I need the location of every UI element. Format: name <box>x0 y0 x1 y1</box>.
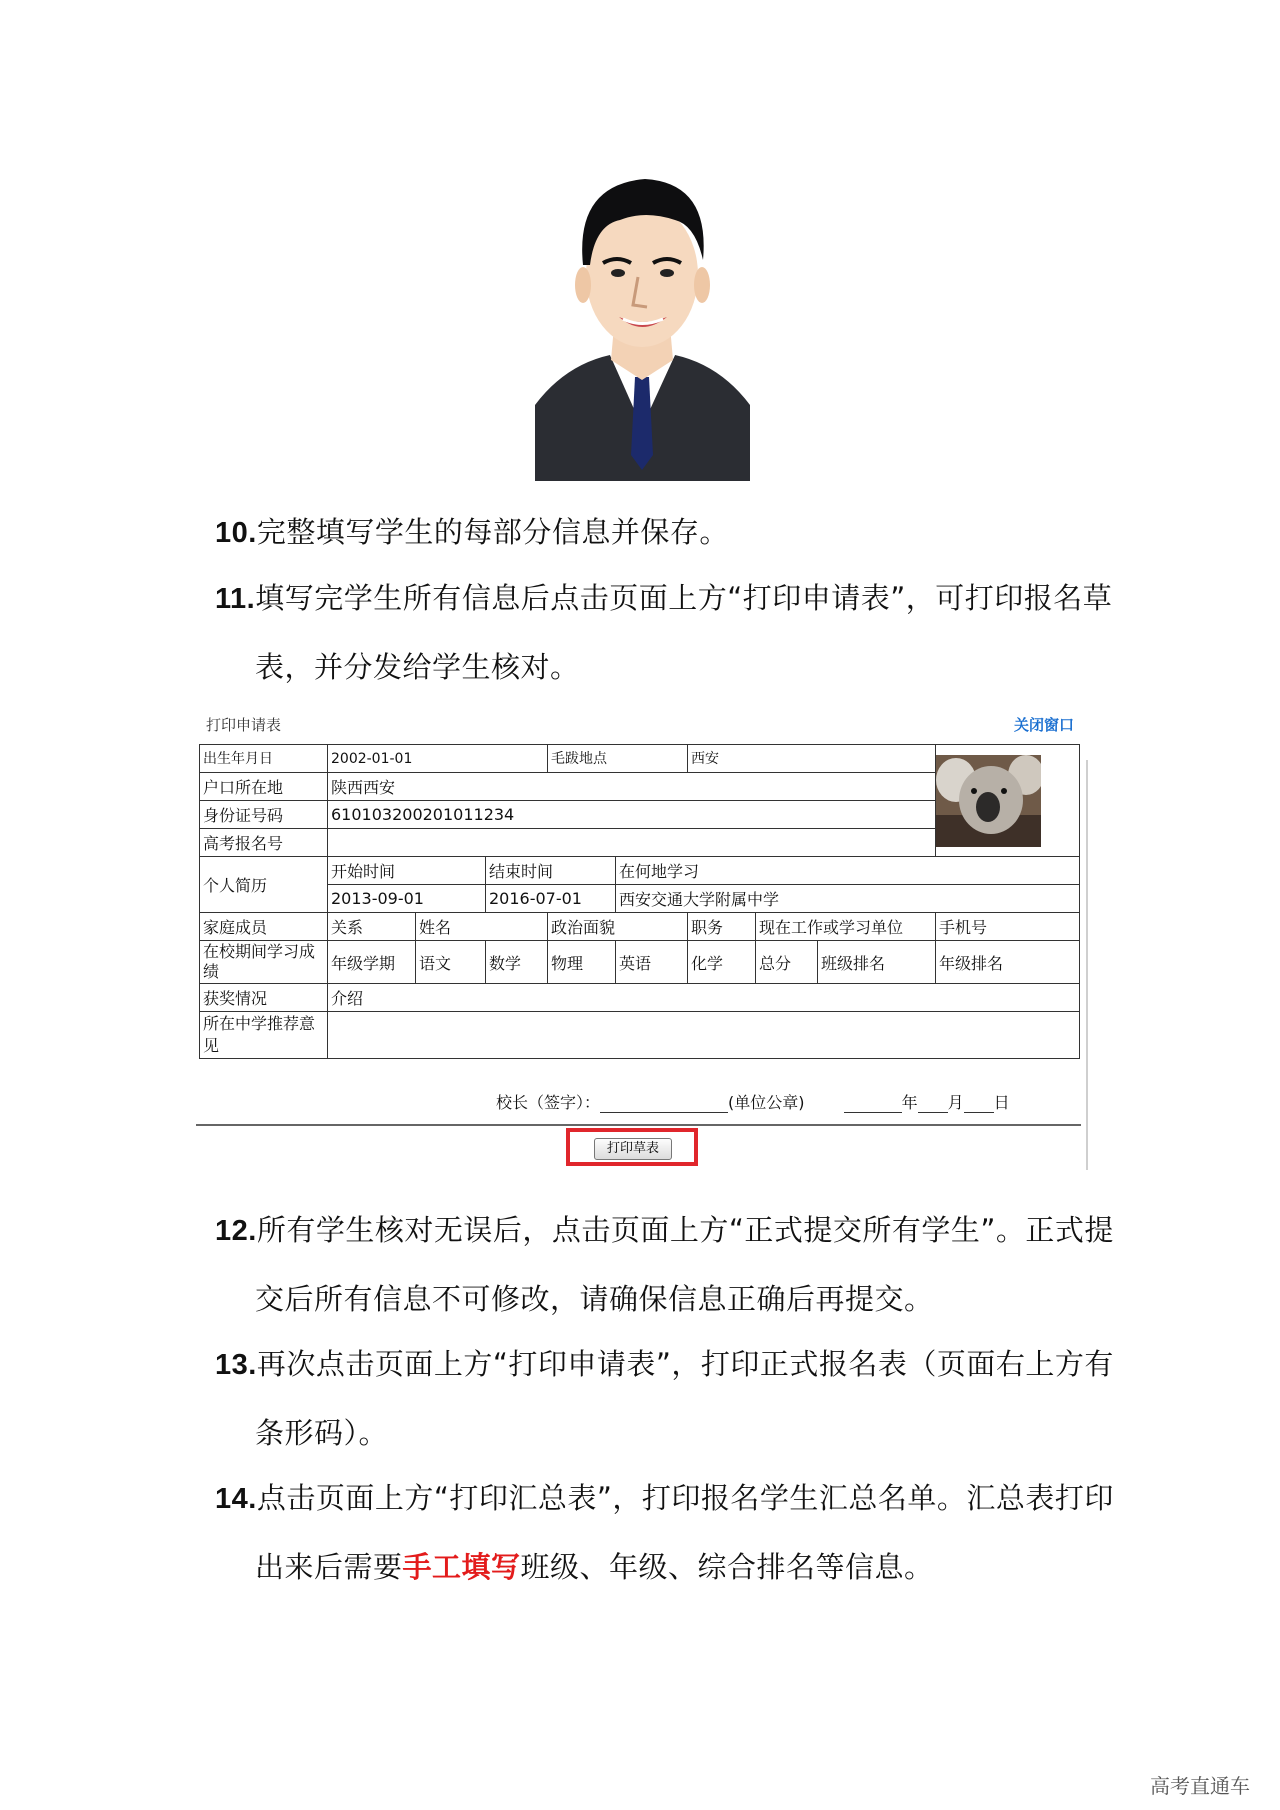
family-header: 职务 <box>688 913 756 941</box>
family-header: 政治面貌 <box>548 913 688 941</box>
step-12 <box>215 1196 1115 1333</box>
resume-label: 个人简历 <box>200 857 328 913</box>
highlight-box <box>566 1128 698 1166</box>
cut-value: 2002-01-01 <box>328 745 548 773</box>
print-form-title: 打印申请表 <box>206 716 282 734</box>
highlight-text: 手工填写 <box>402 1550 521 1584</box>
grades-header: 数学 <box>486 941 548 984</box>
resume-header: 开始时间 <box>328 857 486 885</box>
grades-header: 语文 <box>416 941 486 984</box>
step-text-continued: 交后所有信息不可修改，请确保信息正确后再提交。 <box>255 1282 934 1316</box>
table-row <box>200 885 1080 913</box>
print-form-screenshot <box>196 700 1088 1180</box>
step-text-pre: 出来后需要 <box>255 1550 403 1584</box>
close-window-link[interactable]: 关闭窗口 <box>1014 716 1075 734</box>
student-photo-cell <box>936 745 1080 857</box>
awards-value: 介绍 <box>328 984 1080 1012</box>
step-text: 填写完学生所有信息后点击页面上方“打印申请表”，可打印报名草 <box>255 581 1113 615</box>
cut-label: 出生年月日 <box>200 745 328 773</box>
step-text: 所有学生核对无误后，点击页面上方“正式提交所有学生”。正式提 <box>256 1213 1114 1247</box>
exam-number-value <box>328 829 936 857</box>
principal-sign-label: 校长（签字）： <box>496 1093 601 1112</box>
step-text: 完整填写学生的每部分信息并保存。 <box>256 515 729 549</box>
print-draft-button[interactable]: 打印草表 <box>594 1138 672 1160</box>
grades-header: 年级学期 <box>328 941 416 984</box>
step-10 <box>215 498 1115 567</box>
year-blank <box>844 1112 902 1113</box>
step-14 <box>215 1464 1115 1601</box>
resume-value: 西安交通大学附属中学 <box>616 885 1080 913</box>
day-blank <box>964 1112 994 1113</box>
sign-blank <box>600 1112 728 1113</box>
table-row <box>200 913 1080 941</box>
step-text-continued: 表，并分发给学生核对。 <box>255 650 580 684</box>
step-13 <box>215 1330 1115 1467</box>
recommend-value <box>328 1012 1080 1059</box>
resume-value: 2016-07-01 <box>486 885 616 913</box>
seal-label: (单位公章) <box>728 1093 805 1112</box>
day-label: 日 <box>993 1093 1010 1112</box>
month-label: 月 <box>947 1093 964 1112</box>
step-number: 13. <box>215 1349 257 1381</box>
footer-watermark: 高考直通车 <box>1150 1774 1250 1798</box>
grades-header: 班级排名 <box>818 941 936 984</box>
family-header: 现在工作或学习单位 <box>756 913 936 941</box>
table-row <box>200 745 1080 773</box>
application-form-table <box>199 744 1080 1059</box>
table-row <box>200 1012 1080 1059</box>
recommend-label: 所在中学推荐意见 <box>200 1012 328 1059</box>
table-row <box>200 857 1080 885</box>
grades-header: 英语 <box>616 941 688 984</box>
year-label: 年 <box>901 1093 918 1112</box>
step-number: 14. <box>215 1483 257 1515</box>
awards-label: 获奖情况 <box>200 984 328 1012</box>
hukou-value: 陕西西安 <box>328 773 936 801</box>
step-number: 12. <box>215 1215 257 1247</box>
divider <box>196 1124 1081 1126</box>
table-row <box>200 984 1080 1012</box>
student-portrait <box>535 165 750 481</box>
grades-header: 物理 <box>548 941 616 984</box>
step-text-continued <box>215 1533 1115 1601</box>
family-header: 手机号 <box>936 913 1080 941</box>
grades-header: 年级排名 <box>936 941 1080 984</box>
table-row <box>200 941 1080 984</box>
signature-line <box>496 1090 1066 1113</box>
id-label: 身份证号码 <box>200 801 328 829</box>
scrollbar-edge <box>1086 760 1088 1170</box>
grades-label: 在校期间学习成绩 <box>200 941 328 984</box>
grades-header: 化学 <box>688 941 756 984</box>
step-text: 点击页面上方“打印汇总表”，打印报名学生汇总名单。汇总表打印 <box>256 1481 1114 1515</box>
grades-header: 总分 <box>756 941 818 984</box>
step-11 <box>215 564 1115 701</box>
step-text-continued: 条形码）。 <box>255 1416 389 1450</box>
step-number: 10. <box>215 517 257 549</box>
exam-number-label: 高考报名号 <box>200 829 328 857</box>
hukou-label: 户口所在地 <box>200 773 328 801</box>
resume-value: 2013-09-01 <box>328 885 486 913</box>
step-text-post: 班级、年级、综合排名等信息。 <box>520 1550 934 1584</box>
step-number: 11. <box>215 583 256 615</box>
step-text: 再次点击页面上方“打印申请表”，打印正式报名表（页面右上方有 <box>256 1347 1114 1381</box>
month-blank <box>918 1112 948 1113</box>
resume-header: 结束时间 <box>486 857 616 885</box>
family-header: 关系 <box>328 913 416 941</box>
cut-label: 毛跋地点 <box>548 745 688 773</box>
student-photo <box>936 755 1041 847</box>
family-header: 姓名 <box>416 913 548 941</box>
id-value: 610103200201011234 <box>328 801 936 829</box>
family-label: 家庭成员 <box>200 913 328 941</box>
cut-value: 西安 <box>688 745 936 773</box>
resume-header: 在何地学习 <box>616 857 1080 885</box>
